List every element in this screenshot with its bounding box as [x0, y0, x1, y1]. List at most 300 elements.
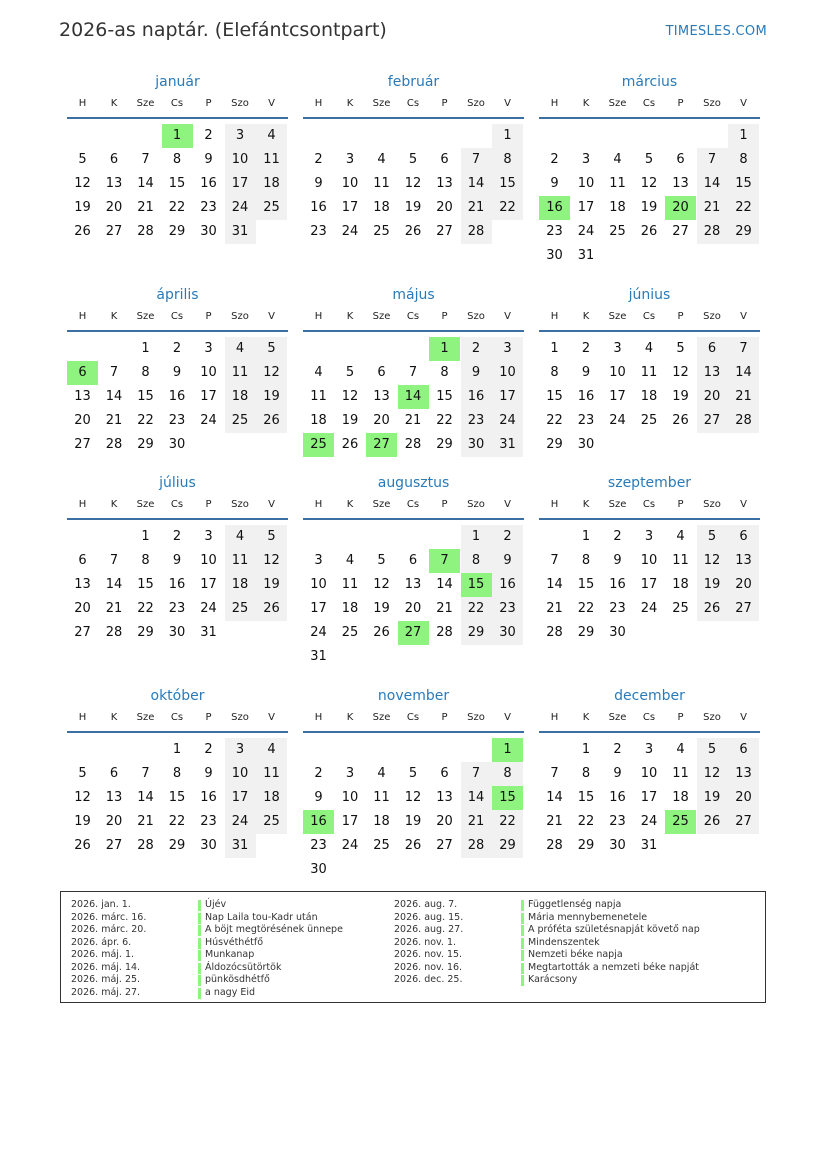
day-cell: 1	[141, 341, 150, 356]
legend-date: 2026. máj. 25.	[71, 974, 141, 985]
day-cell: 15	[546, 389, 563, 404]
day-cell: 16	[200, 176, 217, 191]
day-cell: 3	[345, 152, 355, 167]
day-cell: 3	[492, 337, 523, 361]
weekday-header: V	[268, 98, 275, 109]
holiday-day-cell: 1	[162, 124, 193, 148]
header-rule	[539, 330, 760, 332]
month-name: március	[621, 74, 678, 90]
legend-holiday-name: A böjt megtörésének ünnepe	[205, 924, 343, 935]
day-cell: 26	[672, 413, 689, 428]
legend-color-marker	[198, 938, 201, 949]
day-cell: 13	[697, 361, 728, 385]
legend-date: 2026. máj. 14.	[71, 961, 141, 973]
day-cell: 16	[461, 385, 492, 409]
day-cell: 4	[256, 738, 287, 762]
day-cell: 25	[256, 810, 287, 834]
day-cell: 22	[546, 413, 563, 428]
day-cell: 11	[256, 148, 287, 172]
legend-holiday-name: Megtartották a nemzeti béke napját	[528, 961, 699, 973]
day-cell: 11	[310, 389, 327, 404]
day-cell: 25	[225, 409, 256, 433]
legend-color-marker	[521, 963, 524, 974]
day-cell: 27	[436, 224, 453, 239]
day-cell: 16	[492, 573, 523, 597]
day-cell: 6	[440, 152, 449, 167]
day-cell: 1	[728, 124, 759, 148]
day-cell: 17	[225, 172, 256, 196]
weekday-header: H	[550, 499, 559, 510]
day-cell: 2	[613, 529, 622, 544]
day-cell: 10	[341, 176, 359, 191]
weekday-header: P	[205, 311, 212, 322]
weekday-header: K	[582, 98, 590, 109]
weekday-header: Sze	[608, 499, 627, 510]
day-cell: 16	[168, 389, 186, 404]
day-cell: 26	[697, 597, 728, 621]
day-cell: 25	[373, 224, 390, 239]
legend-date: 2026. márc. 16.	[71, 911, 147, 923]
day-cell: 10	[225, 762, 256, 786]
day-cell: 2	[492, 525, 523, 549]
day-cell: 6	[408, 553, 418, 568]
legend-holiday-name: a nagy Eid	[205, 986, 256, 998]
month-name: november	[377, 688, 450, 704]
day-cell: 7	[141, 152, 150, 167]
day-cell: 31	[310, 649, 327, 664]
day-cell: 17	[200, 389, 217, 404]
weekday-header: Cs	[642, 311, 656, 322]
day-cell: 4	[345, 553, 355, 568]
day-cell: 19	[74, 200, 91, 215]
day-cell: 26	[256, 409, 287, 433]
legend-color-marker	[198, 913, 201, 924]
day-cell: 30	[200, 224, 217, 239]
legend-date: 2026. márc. 20.	[71, 924, 147, 935]
weekday-header: K	[582, 712, 590, 723]
month-name: október	[150, 688, 205, 704]
day-cell: 23	[609, 814, 626, 829]
weekday-header: Cs	[406, 311, 420, 322]
day-cell: 18	[609, 200, 626, 215]
holiday-day-cell: 1	[429, 337, 460, 361]
legend-holiday-name: Húsvéthétfő	[205, 936, 264, 948]
day-cell: 3	[204, 341, 213, 356]
weekday-header: H	[550, 311, 559, 322]
legend-color-marker	[198, 900, 201, 911]
day-cell: 13	[373, 389, 390, 404]
day-cell: 30	[546, 248, 563, 263]
weekday-header: Sze	[372, 712, 391, 723]
day-cell: 17	[341, 814, 359, 829]
day-cell: 9	[314, 176, 323, 191]
day-cell: 24	[200, 601, 217, 616]
day-cell: 22	[137, 413, 154, 428]
day-cell: 6	[676, 152, 685, 167]
day-cell: 23	[168, 601, 186, 616]
day-cell: 10	[225, 148, 256, 172]
day-cell: 28	[436, 625, 453, 640]
month-name: május	[392, 287, 435, 303]
day-cell: 30	[168, 437, 186, 452]
day-cell: 16	[609, 790, 626, 805]
header-rule	[67, 518, 288, 520]
day-cell: 23	[200, 200, 217, 215]
day-cell: 19	[697, 573, 728, 597]
day-cell: 18	[640, 389, 658, 404]
day-cell: 29	[137, 437, 154, 452]
day-cell: 6	[728, 525, 759, 549]
holiday-day-cell: 1	[492, 738, 523, 762]
day-cell: 28	[546, 838, 563, 853]
legend-color-marker	[198, 988, 201, 999]
day-cell: 8	[172, 766, 182, 781]
day-cell: 15	[137, 389, 154, 404]
day-cell: 23	[546, 224, 563, 239]
day-cell: 14	[461, 172, 492, 196]
day-cell: 2	[172, 529, 182, 544]
day-cell: 9	[204, 766, 213, 781]
day-cell: 5	[408, 152, 418, 167]
legend-holiday-name: A próféta születésnapját követő nap	[528, 924, 700, 935]
weekday-header: V	[504, 499, 511, 510]
day-cell: 1	[172, 742, 182, 757]
day-cell: 17	[640, 790, 658, 805]
day-cell: 15	[436, 389, 453, 404]
day-cell: 12	[74, 176, 91, 191]
day-cell: 8	[728, 148, 759, 172]
day-cell: 9	[550, 176, 559, 191]
legend-color-marker	[198, 963, 201, 974]
day-cell: 19	[404, 200, 422, 215]
legend-date: 2026. aug. 15.	[394, 911, 464, 923]
day-cell: 19	[373, 601, 390, 616]
day-cell: 21	[728, 385, 759, 409]
day-cell: 26	[341, 437, 359, 452]
day-cell: 23	[577, 413, 595, 428]
legend-date: 2026. ápr. 6.	[71, 936, 132, 948]
day-cell: 16	[577, 389, 595, 404]
weekday-header: Sze	[136, 499, 155, 510]
legend-date: 2026. dec. 25.	[394, 974, 463, 985]
day-cell: 20	[105, 814, 123, 829]
day-cell: 20	[697, 385, 728, 409]
day-cell: 6	[440, 766, 449, 781]
day-cell: 26	[256, 597, 287, 621]
legend-holiday-name: Újév	[205, 899, 227, 910]
weekday-header: Sze	[372, 311, 391, 322]
day-cell: 4	[676, 742, 685, 757]
day-cell: 1	[581, 742, 591, 757]
legend-holiday-name: Mária mennybemenetele	[528, 911, 648, 923]
day-cell: 14	[461, 786, 492, 810]
day-cell: 14	[728, 361, 759, 385]
day-cell: 21	[697, 196, 728, 220]
day-cell: 7	[461, 762, 492, 786]
day-cell: 21	[137, 814, 154, 829]
legend-color-marker	[521, 950, 524, 961]
day-cell: 24	[341, 224, 359, 239]
day-cell: 16	[609, 577, 626, 592]
weekday-header: Cs	[406, 712, 420, 723]
site-link[interactable]: TIMESLES.COM	[665, 24, 767, 39]
day-cell: 22	[577, 814, 595, 829]
day-cell: 5	[377, 553, 386, 568]
day-cell: 31	[577, 248, 595, 263]
day-cell: 28	[546, 625, 563, 640]
header-rule	[303, 518, 524, 520]
day-cell: 9	[613, 553, 622, 568]
day-cell: 20	[74, 413, 91, 428]
day-cell: 21	[404, 413, 422, 428]
day-cell: 17	[577, 200, 595, 215]
day-cell: 24	[640, 601, 658, 616]
day-cell: 26	[697, 810, 728, 834]
day-cell: 2	[581, 341, 591, 356]
day-cell: 10	[492, 361, 523, 385]
weekday-header: H	[314, 712, 323, 723]
legend-color-marker	[198, 925, 201, 936]
day-cell: 22	[168, 200, 186, 215]
day-cell: 26	[373, 625, 390, 640]
day-cell: 18	[672, 790, 689, 805]
weekday-header: Szo	[703, 499, 721, 510]
day-cell: 24	[640, 814, 658, 829]
day-cell: 27	[728, 810, 759, 834]
header-rule	[67, 330, 288, 332]
day-cell: 13	[74, 389, 91, 404]
day-cell: 12	[256, 361, 287, 385]
weekday-header: Szo	[467, 499, 485, 510]
day-cell: 11	[256, 762, 287, 786]
day-cell: 1	[550, 341, 559, 356]
day-cell: 6	[697, 337, 728, 361]
weekday-header: P	[677, 499, 684, 510]
day-cell: 16	[200, 790, 217, 805]
weekday-header: K	[346, 311, 354, 322]
day-cell: 14	[546, 577, 563, 592]
holiday-day-cell: 27	[398, 621, 429, 645]
day-cell: 6	[109, 152, 119, 167]
weekday-header: H	[78, 311, 87, 322]
day-cell: 7	[461, 148, 492, 172]
day-cell: 2	[172, 341, 182, 356]
day-cell: 22	[436, 413, 453, 428]
day-cell: 9	[581, 365, 591, 380]
holiday-day-cell: 16	[303, 810, 334, 834]
legend-date: 2026. máj. 1.	[71, 949, 135, 960]
day-cell: 5	[644, 152, 654, 167]
day-cell: 5	[408, 766, 418, 781]
day-cell: 18	[310, 413, 327, 428]
legend-color-marker	[521, 925, 524, 936]
month-name: április	[156, 287, 199, 303]
legend-date: 2026. nov. 1.	[394, 936, 457, 948]
weekday-header: Cs	[406, 98, 420, 109]
day-cell: 15	[168, 790, 186, 805]
day-cell: 16	[168, 577, 186, 592]
month-name: január	[155, 74, 200, 90]
day-cell: 2	[204, 742, 213, 757]
day-cell: 6	[78, 553, 87, 568]
day-cell: 3	[345, 766, 355, 781]
weekday-header: P	[677, 98, 684, 109]
day-cell: 18	[672, 577, 689, 592]
day-cell: 28	[461, 220, 492, 244]
day-cell: 18	[373, 814, 390, 829]
day-cell: 11	[373, 176, 390, 191]
day-cell: 23	[609, 601, 626, 616]
day-cell: 9	[172, 553, 182, 568]
weekday-header: P	[441, 98, 448, 109]
day-cell: 12	[341, 389, 359, 404]
day-cell: 20	[436, 814, 453, 829]
legend-holiday-name: Munkanap	[205, 949, 255, 960]
holiday-day-cell: 25	[303, 433, 334, 457]
day-cell: 18	[341, 601, 359, 616]
weekday-header: P	[677, 712, 684, 723]
day-cell: 12	[74, 790, 91, 805]
day-cell: 4	[225, 525, 256, 549]
day-cell: 24	[577, 224, 595, 239]
weekday-header: Sze	[136, 712, 155, 723]
day-cell: 8	[141, 553, 150, 568]
day-cell: 8	[581, 553, 591, 568]
legend-holiday-name: Mindenszentek	[528, 936, 600, 948]
day-cell: 25	[640, 413, 658, 428]
day-cell: 9	[204, 152, 213, 167]
day-cell: 5	[256, 337, 287, 361]
day-cell: 29	[461, 621, 492, 645]
weekday-header: V	[740, 98, 747, 109]
day-cell: 29	[577, 625, 595, 640]
weekday-header: Cs	[406, 499, 420, 510]
weekday-header: P	[677, 311, 684, 322]
day-cell: 22	[137, 601, 154, 616]
day-cell: 18	[256, 172, 287, 196]
day-cell: 3	[225, 124, 256, 148]
day-cell: 13	[404, 577, 422, 592]
day-cell: 23	[310, 838, 327, 853]
weekday-header: H	[314, 311, 323, 322]
day-cell: 12	[404, 176, 422, 191]
weekday-header: V	[504, 712, 511, 723]
day-cell: 11	[225, 361, 256, 385]
day-cell: 28	[404, 437, 422, 452]
day-cell: 14	[697, 172, 728, 196]
holiday-day-cell: 25	[665, 810, 696, 834]
day-cell: 27	[74, 625, 91, 640]
weekday-header: Cs	[642, 499, 656, 510]
month-name: augusztus	[377, 475, 450, 491]
day-cell: 1	[461, 525, 492, 549]
holiday-day-cell: 14	[398, 385, 429, 409]
day-cell: 8	[141, 365, 150, 380]
weekday-header: Szo	[467, 712, 485, 723]
day-cell: 2	[461, 337, 492, 361]
day-cell: 15	[168, 176, 186, 191]
day-cell: 1	[492, 124, 523, 148]
day-cell: 2	[613, 742, 622, 757]
day-cell: 29	[492, 834, 523, 858]
day-cell: 13	[436, 176, 453, 191]
day-cell: 20	[728, 573, 759, 597]
day-cell: 31	[200, 625, 217, 640]
day-cell: 17	[640, 577, 658, 592]
day-cell: 10	[341, 790, 359, 805]
legend-holiday-name: pünkösdhétfő	[205, 974, 270, 985]
day-cell: 27	[74, 437, 91, 452]
day-cell: 25	[341, 625, 359, 640]
weekday-header: Sze	[608, 98, 627, 109]
weekday-header: Szo	[467, 98, 485, 109]
day-cell: 26	[404, 224, 422, 239]
day-cell: 27	[436, 838, 453, 853]
day-cell: 7	[109, 553, 119, 568]
weekday-header: P	[441, 712, 448, 723]
day-cell: 24	[225, 196, 256, 220]
weekday-header: H	[78, 712, 87, 723]
weekday-header: H	[314, 98, 323, 109]
day-cell: 2	[314, 152, 323, 167]
day-cell: 21	[105, 413, 123, 428]
day-cell: 25	[256, 196, 287, 220]
day-cell: 29	[137, 625, 154, 640]
day-cell: 25	[672, 601, 689, 616]
day-cell: 7	[109, 365, 119, 380]
day-cell: 30	[577, 437, 595, 452]
day-cell: 4	[256, 124, 287, 148]
holiday-day-cell: 27	[366, 433, 397, 457]
day-cell: 10	[609, 365, 626, 380]
day-cell: 10	[200, 553, 217, 568]
day-cell: 14	[137, 790, 154, 805]
holiday-day-cell: 20	[665, 196, 696, 220]
day-cell: 20	[105, 200, 123, 215]
day-cell: 28	[697, 220, 728, 244]
day-cell: 30	[200, 838, 217, 853]
day-cell: 3	[314, 553, 323, 568]
day-cell: 5	[256, 525, 287, 549]
month-name: június	[628, 287, 671, 303]
day-cell: 24	[341, 838, 359, 853]
day-cell: 10	[577, 176, 595, 191]
day-cell: 24	[200, 413, 217, 428]
weekday-header: Sze	[136, 98, 155, 109]
day-cell: 6	[728, 738, 759, 762]
weekday-header: K	[346, 712, 354, 723]
day-cell: 21	[137, 200, 154, 215]
day-cell: 12	[672, 365, 689, 380]
day-cell: 2	[204, 128, 213, 143]
weekday-header: Szo	[703, 311, 721, 322]
weekday-header: Sze	[608, 712, 627, 723]
day-cell: 20	[436, 200, 453, 215]
header-rule	[539, 117, 760, 119]
day-cell: 17	[225, 786, 256, 810]
weekday-header: Szo	[703, 712, 721, 723]
day-cell: 11	[672, 553, 689, 568]
day-cell: 19	[640, 200, 658, 215]
weekday-header: K	[582, 311, 590, 322]
weekday-header: K	[110, 311, 118, 322]
day-cell: 7	[728, 337, 759, 361]
day-cell: 5	[697, 525, 728, 549]
weekday-header: V	[268, 712, 275, 723]
header-rule	[303, 117, 524, 119]
holiday-day-cell: 16	[539, 196, 570, 220]
weekday-header: P	[441, 499, 448, 510]
